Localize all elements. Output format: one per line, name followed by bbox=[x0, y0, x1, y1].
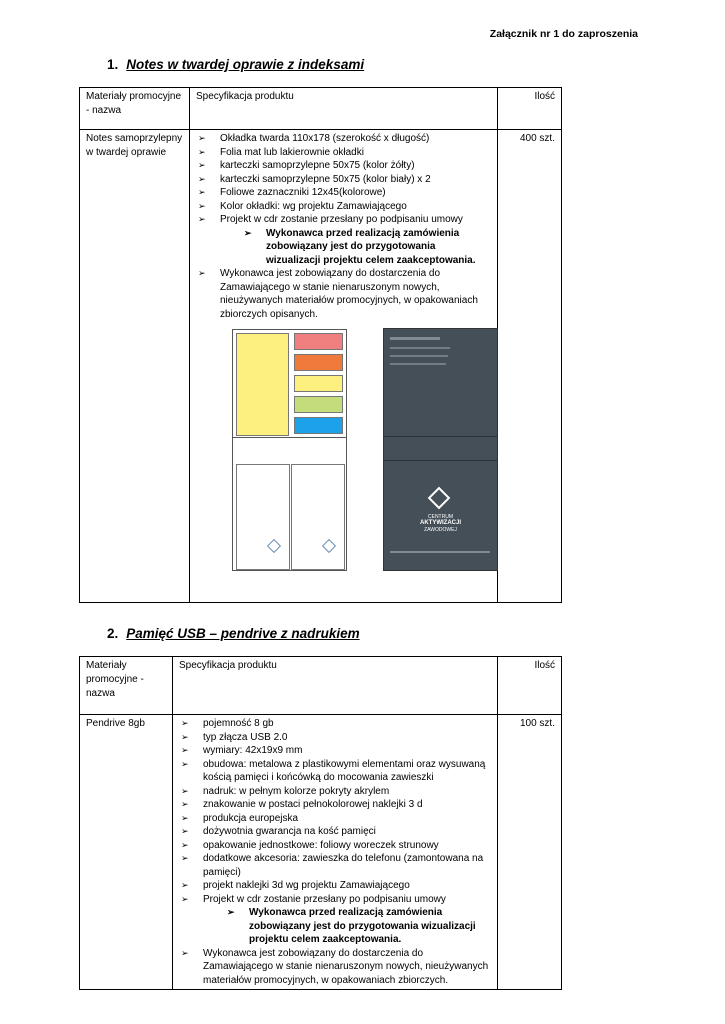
white-sticky-note bbox=[236, 464, 290, 570]
spec-cell bbox=[190, 130, 498, 603]
logo-mark-icon bbox=[322, 539, 336, 553]
notes-spec-table bbox=[79, 87, 562, 603]
spec-item: ➢ Kolor okładki: wg projektu Zamawiającego bbox=[196, 200, 491, 214]
spec-item: ➢ typ złącza USB 2.0 bbox=[179, 731, 491, 745]
cover-text-block bbox=[390, 337, 440, 340]
spec-item: ➢ Okładka twarda 110x178 (szerokość x długość) bbox=[196, 132, 491, 146]
spec-cell bbox=[173, 715, 498, 990]
sub-spec-list bbox=[242, 227, 491, 268]
col-header-name: Materiały promocyjne - nazwa bbox=[80, 88, 190, 130]
section-1-heading bbox=[107, 57, 364, 72]
cover-text-block bbox=[390, 355, 448, 357]
spec-item: ➢ Folia mat lub lakierownie okładki bbox=[196, 146, 491, 160]
table-row bbox=[80, 130, 562, 603]
spec-item: ➢ nadruk: w pełnym kolorze pokryty akrylem bbox=[179, 785, 491, 799]
spec-item: ➢ Wykonawca jest zobowiązany do dostarczenia do Zamawiającego w stanie nienaruszonym nowych, nieużywanych materiałów promocyjnych, w opakowaniach zbiorczych opisanych. bbox=[196, 267, 491, 321]
spec-item-with-sub bbox=[196, 213, 491, 267]
spec-item: ➢ projekt naklejki 3d wg projektu Zamawiającego bbox=[179, 879, 491, 893]
col-header-spec: Specyfikacja produktu bbox=[173, 657, 498, 715]
item-name: Notes samoprzylepny w twardej oprawie bbox=[80, 130, 190, 603]
section-2-heading bbox=[107, 626, 360, 641]
emblem-icon bbox=[428, 487, 451, 510]
spec-item: ➢ karteczki samoprzylepne 50x75 (kolor żółty) bbox=[196, 159, 491, 173]
item-quantity: 100 szt. bbox=[498, 715, 562, 990]
spec-list bbox=[196, 132, 491, 321]
section-title: Notes w twardej oprawie z indeksami bbox=[126, 57, 365, 72]
spec-item-text: Projekt w cdr zostanie przesłany po podpisaniu umowy bbox=[203, 893, 446, 905]
spec-item: ➢ obudowa: metalowa z plastikowymi elementami oraz wysuwaną kością pamięci i końcówką do mocowania zawieszki bbox=[179, 758, 491, 785]
logo-mark-icon bbox=[267, 539, 281, 553]
item-quantity: 400 szt. bbox=[498, 130, 562, 603]
yellow-sticky-note bbox=[236, 333, 289, 436]
index-flag-blue bbox=[294, 417, 343, 434]
spec-item: ➢ dodatkowe akcesoria: zawieszka do telefonu (zamontowana na pamięci) bbox=[179, 852, 491, 879]
notebook-illustration bbox=[196, 329, 491, 579]
spec-item: ➢ pojemność 8 gb bbox=[179, 717, 491, 731]
section-number: 1. bbox=[107, 57, 119, 72]
col-header-qty: Ilość bbox=[498, 657, 562, 715]
section-title: Pamięć USB – pendrive z nadrukiem bbox=[126, 626, 360, 641]
sticky-notes-area bbox=[233, 330, 346, 438]
spec-item: ➢ produkcja europejska bbox=[179, 812, 491, 826]
cover-footer-text bbox=[390, 551, 490, 553]
spec-item: ➢ wymiary: 42x19x9 mm bbox=[179, 744, 491, 758]
index-flag-red bbox=[294, 333, 343, 350]
spec-item: ➢ karteczki samoprzylepne 50x75 (kolor biały) x 2 bbox=[196, 173, 491, 187]
spec-list bbox=[179, 717, 491, 987]
spec-item-text: Projekt w cdr zostanie przesłany po podpisaniu umowy bbox=[220, 214, 463, 225]
spec-item: ➢ opakowanie jednostkowe: foliowy woreczek strunowy bbox=[179, 839, 491, 853]
index-flag-yellow bbox=[294, 375, 343, 392]
section-number: 2. bbox=[107, 626, 119, 641]
item-name: Pendrive 8gb bbox=[80, 715, 173, 990]
spec-item: ➢ dożywotnia gwarancja na kość pamięci bbox=[179, 825, 491, 839]
white-sticky-note bbox=[291, 464, 345, 570]
sub-spec-list bbox=[225, 906, 491, 947]
col-header-qty: Ilość bbox=[498, 88, 562, 130]
spec-item-with-sub bbox=[179, 893, 491, 947]
col-header-name: Materiały promocyjne - nazwa bbox=[80, 657, 173, 715]
notebook-inside-view bbox=[232, 329, 347, 571]
spec-item: ➢ Wykonawca jest zobowiązany do dostarczenia do Zamawiającego w stanie nienaruszonym nowych, nieużywanych materiałów promocyjnych, w opakowaniach zbiorczych. bbox=[179, 947, 491, 988]
sub-spec-item: ➢ Wykonawca przed realizacją zamówienia zobowiązany jest do przygotowania wizualizacji projektu celem zaakceptowania. bbox=[225, 906, 491, 947]
cover-divider bbox=[384, 460, 497, 461]
cover-brand-line: CENTRUM bbox=[428, 514, 453, 520]
cover-brand-line: ZAWODOWEJ bbox=[424, 527, 457, 533]
index-flag-green bbox=[294, 396, 343, 413]
sub-spec-item: ➢ Wykonawca przed realizacją zamówienia zobowiązany jest do przygotowania wizualizacji projektu celem zaakceptowania. bbox=[242, 227, 491, 268]
annex-label: Załącznik nr 1 do zaproszenia bbox=[489, 28, 638, 40]
table-header-row bbox=[80, 88, 562, 130]
table-row bbox=[80, 715, 562, 990]
table-header-row bbox=[80, 657, 562, 715]
spec-item: ➢ znakowanie w postaci pełnokolorowej naklejki 3 d bbox=[179, 798, 491, 812]
cover-brand-line: AKTYWIZACJI bbox=[420, 520, 461, 526]
cover-divider bbox=[384, 436, 497, 437]
spec-item: ➢ Foliowe zaznaczniki 12x45(kolorowe) bbox=[196, 186, 491, 200]
cover-text-block bbox=[390, 363, 446, 365]
cover-text-block bbox=[390, 347, 450, 349]
usb-spec-table bbox=[79, 656, 562, 990]
index-flag-orange bbox=[294, 354, 343, 371]
col-header-spec: Specyfikacja produktu bbox=[190, 88, 498, 130]
notebook-cover-view bbox=[383, 328, 498, 571]
